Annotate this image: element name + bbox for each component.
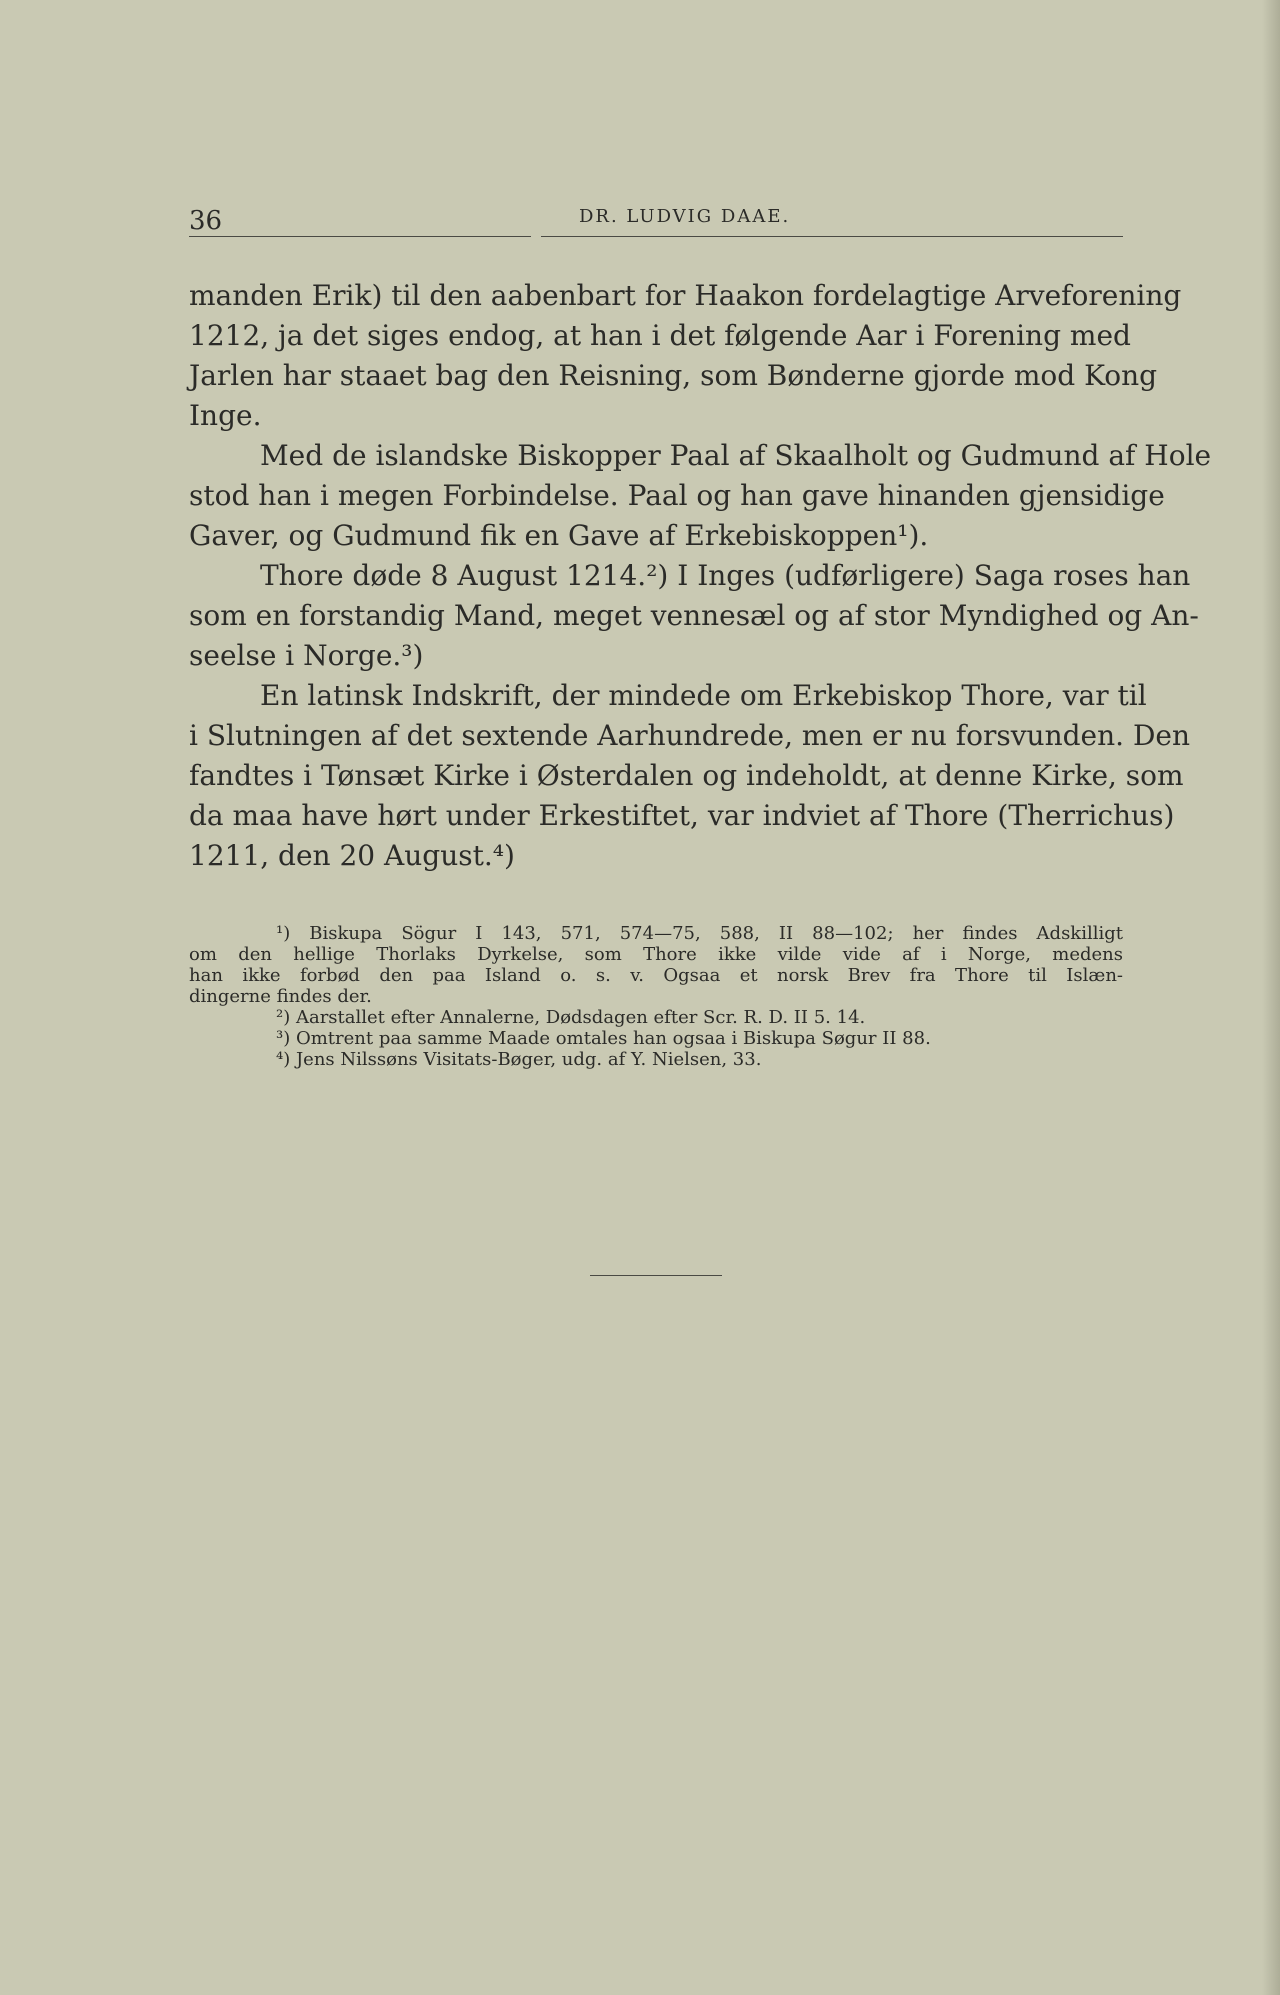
- body-line: i Slutningen af det sextende Aarhundrede, men er nu forsvunden. Den: [189, 719, 1190, 752]
- body-line: manden Erik) til den aabenbart for Haakon fordelagtige Arveforening: [189, 279, 1182, 312]
- footnote-line: ³) Omtrent paa samme Maade omtales han ogsaa i Biskupa Søgur II 88.: [276, 1028, 931, 1049]
- page-edge-shadow: [1262, 0, 1280, 1995]
- footnote-line: ²) Aarstallet efter Annalerne, Dødsdagen efter Scr. R. D. II 5. 14.: [276, 1007, 866, 1028]
- page-header: [189, 200, 1123, 240]
- body-line: Jarlen har staaet bag den Reisning, som Bønderne gjorde mod Kong: [189, 359, 1158, 392]
- footnotes: [189, 923, 1123, 1070]
- body-line: Thore døde 8 August 1214.²) I Inges (udførligere) Saga roses han: [260, 559, 1191, 592]
- header-rule-left: [189, 236, 531, 237]
- body-line: seelse i Norge.³): [189, 639, 424, 672]
- body-line: Med de islandske Biskopper Paal af Skaalholt og Gudmund af Hole: [260, 439, 1212, 472]
- body-text: [189, 276, 1212, 876]
- body-line: fandtes i Tønsæt Kirke i Østerdalen og indeholdt, at denne Kirke, som: [189, 759, 1184, 792]
- body-line: 1212, ja det siges endog, at han i det følgende Aar i Forening med: [189, 319, 1131, 352]
- header-rule-right: [541, 236, 1123, 237]
- body-line: stod han i megen Forbindelse. Paal og han gave hinanden gjensidige: [189, 479, 1165, 512]
- page-number: 36: [189, 206, 223, 236]
- footnote-line: om den hellige Thorlaks Dyrkelse, som Thore ikke vilde vide af i Norge, medens: [189, 944, 1123, 965]
- footnote-line: han ikke forbød den paa Island o. s. v. Ogsaa et norsk Brev fra Thore til Islæn-: [189, 965, 1123, 986]
- body-line: som en forstandig Mand, meget vennesæl og af stor Myndighed og An-: [189, 599, 1199, 632]
- running-head: DR. LUDVIG DAAE.: [579, 206, 791, 227]
- body-line: da maa have hørt under Erkestiftet, var indviet af Thore (Therrichus): [189, 799, 1175, 832]
- footnote-line: ⁴) Jens Nilssøns Visitats-Bøger, udg. af Y. Nielsen, 33.: [276, 1049, 762, 1070]
- end-rule: [590, 1275, 722, 1276]
- footnote-line: dingerne findes der.: [189, 986, 372, 1007]
- body-line: En latinsk Indskrift, der mindede om Erkebiskop Thore, var til: [260, 679, 1147, 712]
- footnote-line: ¹) Biskupa Sögur I 143, 571, 574—75, 588, II 88—102; her findes Adskilligt: [276, 923, 1123, 944]
- body-line: 1211, den 20 August.⁴): [189, 839, 515, 872]
- body-line: Inge.: [189, 399, 262, 432]
- body-line: Gaver, og Gudmund fik en Gave af Erkebiskoppen¹).: [189, 519, 929, 552]
